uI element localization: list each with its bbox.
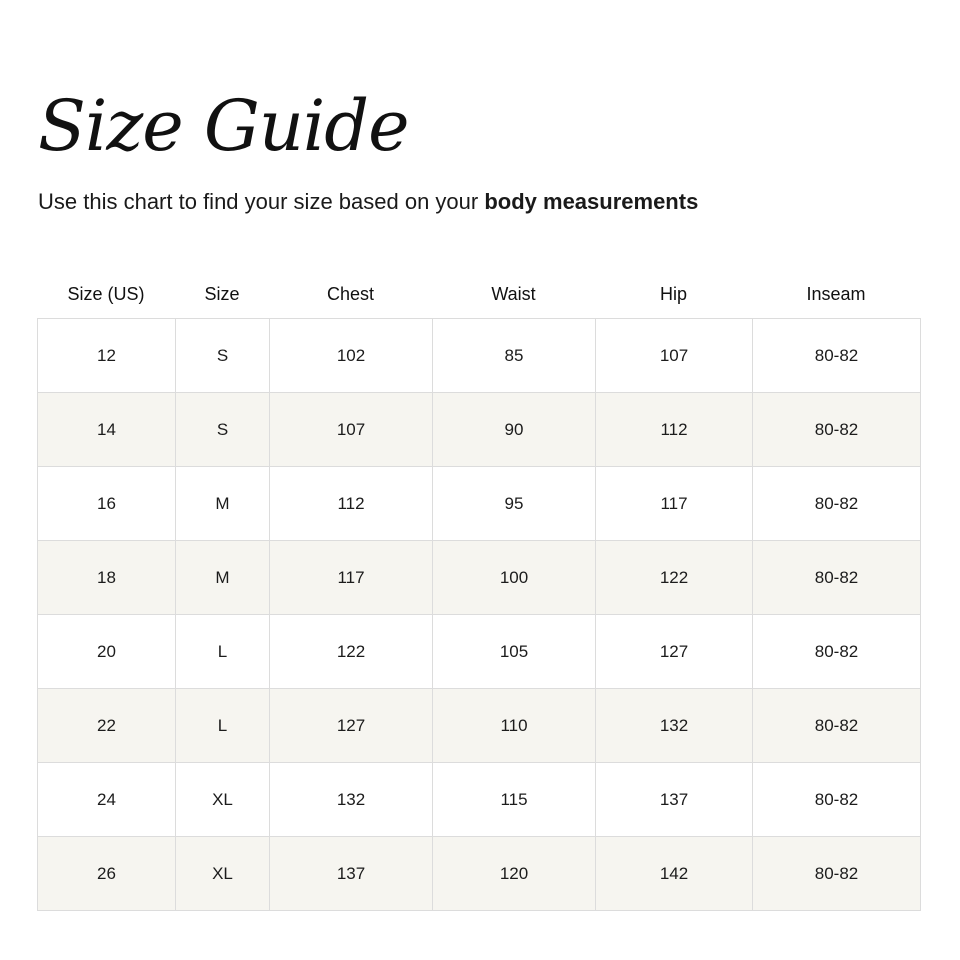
page-title: Size Guide (38, 85, 409, 167)
cell-size-us: 20 (38, 615, 176, 689)
cell-waist: 120 (433, 837, 596, 911)
cell-inseam: 80-82 (753, 541, 921, 615)
cell-waist: 105 (433, 615, 596, 689)
cell-size-us: 16 (38, 467, 176, 541)
cell-inseam: 80-82 (753, 837, 921, 911)
cell-size: M (176, 541, 270, 615)
cell-waist: 85 (433, 319, 596, 393)
cell-size: L (176, 615, 270, 689)
column-header-waist: Waist (491, 284, 536, 304)
column-header-inseam: Inseam (806, 284, 866, 304)
cell-waist: 110 (433, 689, 596, 763)
cell-size: XL (176, 763, 270, 837)
cell-inseam: 80-82 (753, 689, 921, 763)
cell-chest: 102 (270, 319, 433, 393)
cell-hip: 137 (596, 763, 753, 837)
cell-size: L (176, 689, 270, 763)
cell-chest: 122 (270, 615, 433, 689)
table-row (38, 763, 921, 837)
cell-inseam: 80-82 (753, 393, 921, 467)
cell-hip: 107 (596, 319, 753, 393)
cell-waist: 90 (433, 393, 596, 467)
cell-hip: 112 (596, 393, 753, 467)
subtitle-text: Use this chart to find your size based on your (38, 189, 485, 214)
cell-size-us: 18 (38, 541, 176, 615)
column-header-hip: Hip (659, 284, 687, 304)
table-row (38, 393, 921, 467)
column-header-chest: Chest (326, 284, 375, 304)
cell-chest: 137 (270, 837, 433, 911)
cell-chest: 107 (270, 393, 433, 467)
size-table (37, 318, 921, 911)
cell-hip: 142 (596, 837, 753, 911)
cell-inseam: 80-82 (753, 319, 921, 393)
cell-hip: 132 (596, 689, 753, 763)
table-row (38, 319, 921, 393)
cell-size-us: 26 (38, 837, 176, 911)
cell-size: M (176, 467, 270, 541)
table-row (38, 615, 921, 689)
cell-size: XL (176, 837, 270, 911)
subtitle-emphasis: body measurements (484, 189, 699, 214)
cell-chest: 112 (270, 467, 433, 541)
cell-waist: 115 (433, 763, 596, 837)
cell-size: S (176, 319, 270, 393)
size-table-header (37, 278, 920, 310)
cell-size: S (176, 393, 270, 467)
cell-size-us: 24 (38, 763, 176, 837)
table-row (38, 837, 921, 911)
cell-size-us: 14 (38, 393, 176, 467)
cell-waist: 100 (433, 541, 596, 615)
cell-hip: 127 (596, 615, 753, 689)
cell-hip: 117 (596, 467, 753, 541)
cell-size-us: 12 (38, 319, 176, 393)
column-header-size: Size (204, 284, 240, 304)
cell-inseam: 80-82 (753, 615, 921, 689)
cell-chest: 127 (270, 689, 433, 763)
cell-hip: 122 (596, 541, 753, 615)
cell-inseam: 80-82 (753, 763, 921, 837)
cell-size-us: 22 (38, 689, 176, 763)
page-subtitle (38, 186, 698, 218)
cell-waist: 95 (433, 467, 596, 541)
cell-chest: 117 (270, 541, 433, 615)
cell-chest: 132 (270, 763, 433, 837)
cell-inseam: 80-82 (753, 467, 921, 541)
column-header-size-us: Size (US) (67, 284, 145, 304)
table-row (38, 541, 921, 615)
table-row (38, 467, 921, 541)
table-row (38, 689, 921, 763)
